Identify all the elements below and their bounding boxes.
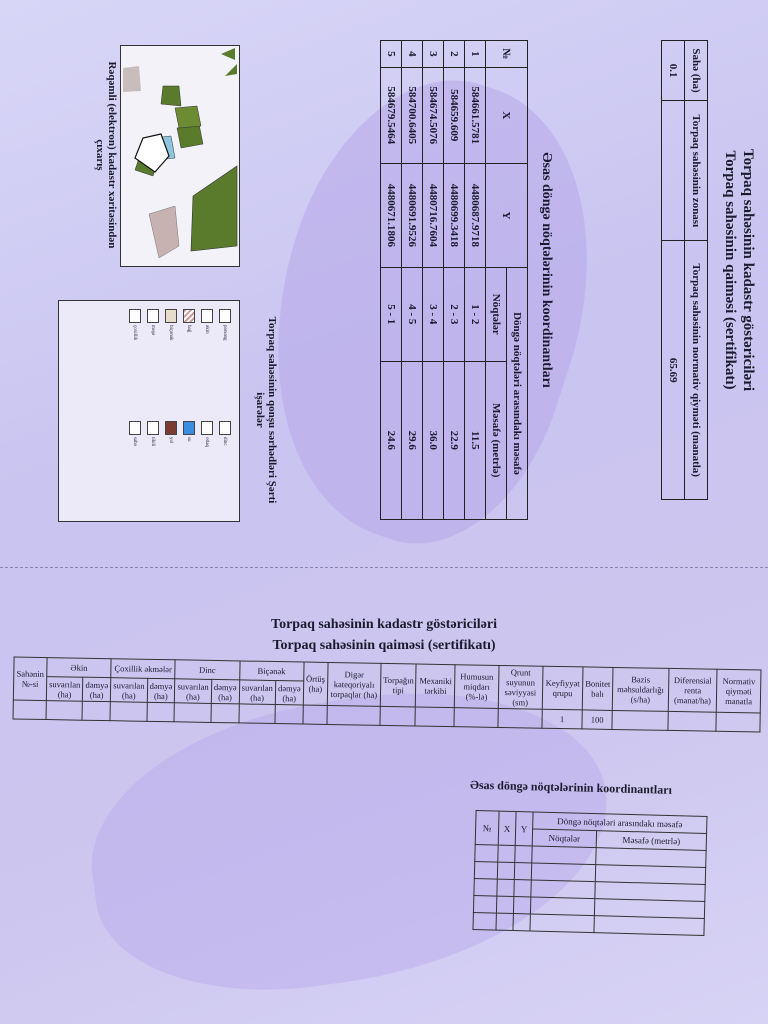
top-title: Torpaq sahəsinin kadastr göstəriciləri bbox=[740, 148, 756, 392]
qrunt-header: Qrunt suyunun səviyyəsi (sm) bbox=[498, 665, 543, 709]
demye-header: dəmyə (ha) bbox=[147, 679, 175, 703]
legend-item: su bbox=[183, 421, 195, 441]
bonitet-value: 100 bbox=[582, 710, 612, 730]
legend-item: əkin bbox=[201, 309, 213, 334]
area-value: 0.1 bbox=[662, 41, 685, 101]
table-row bbox=[444, 41, 465, 520]
diferensial-header: Diferensial renta (manat/ha) bbox=[668, 668, 717, 712]
legend-caption: Torpaq sahəsinin qonşu sərhədləri Şərti işarələr bbox=[254, 316, 278, 504]
area-header: Sahə (ha) bbox=[685, 41, 708, 101]
cell-points: 4 - 5 bbox=[402, 268, 423, 362]
cell-no: 4 bbox=[402, 41, 423, 68]
cell-x: 584659.609 bbox=[444, 67, 465, 163]
coords-title: Əsas döngə nöqtələrinin koordinantları bbox=[539, 152, 554, 388]
bottom-title: Torpaq sahəsinin kadastr göstəriciləri bbox=[271, 617, 497, 632]
cell-y: 4480691.9526 bbox=[402, 163, 423, 267]
legend-item: sahə bbox=[129, 421, 141, 446]
cell-distance: 11.5 bbox=[465, 361, 486, 519]
zone-header: Torpaq sahəsinin zonası bbox=[685, 101, 708, 241]
tipi-header: Torpağın tipi bbox=[380, 663, 416, 707]
cell-points: 5 - 1 bbox=[381, 268, 402, 362]
demye-header: dəmyə (ha) bbox=[83, 678, 111, 702]
cell-y: 4480716.7604 bbox=[423, 163, 444, 267]
coords-x-header: X bbox=[486, 67, 528, 163]
cell-x: 584661.5781 bbox=[465, 67, 486, 163]
table-row bbox=[465, 41, 486, 520]
ortus-header: Örtüş (ha) bbox=[303, 662, 328, 705]
fold-line bbox=[0, 567, 768, 568]
suvarilan-header: suvarılan (ha) bbox=[110, 678, 147, 702]
cadastre-map bbox=[120, 45, 240, 267]
coords-group-header: Döngə nöqtələri arasındakı məsafə bbox=[507, 268, 528, 520]
dinc-header: Dinc bbox=[175, 660, 240, 681]
cell-distance: 24.6 bbox=[381, 361, 402, 519]
table-row bbox=[402, 41, 423, 520]
diger-header: Digər kateqoriyalı torpaqlar (ha) bbox=[327, 662, 381, 706]
coords-points-header: Nöqtələr bbox=[486, 268, 507, 362]
map-caption: Rəqəmli (elektron) kadastr xəritəsindən çıxarış bbox=[94, 61, 118, 249]
coords-table bbox=[380, 40, 528, 520]
legend-item: meşə bbox=[147, 309, 159, 335]
normativ-header: Normativ qiyməti manatla bbox=[717, 669, 761, 713]
legend-item: otlaq bbox=[201, 421, 213, 447]
cell-y: 4480699.3418 bbox=[444, 163, 465, 267]
suvarilan-header: suvarılan (ha) bbox=[239, 680, 276, 704]
keyfiyyet-header: Keyfiyyət qrupu bbox=[542, 666, 583, 710]
summary-table bbox=[661, 40, 708, 500]
cell-points: 2 - 3 bbox=[444, 268, 465, 362]
suvarilan-header: suvarılan (ha) bbox=[175, 679, 212, 703]
bonitet-header: Bonitet balı bbox=[582, 667, 613, 711]
cell-no: 3 bbox=[423, 41, 444, 68]
coords-y-header: Y bbox=[486, 163, 528, 267]
coords-distance-header: Məsafə (metrlə) bbox=[596, 831, 706, 851]
coords-y-header: Y bbox=[515, 812, 533, 846]
cell-distance: 36.0 bbox=[423, 361, 444, 519]
suvarilan-header: suvarılan (ha) bbox=[46, 677, 83, 701]
sahe-no-header: Sahənin №-si bbox=[13, 657, 47, 701]
legend-item: pərsəng bbox=[219, 309, 231, 341]
humus-header: Humusun miqdarı (%-lə) bbox=[455, 665, 499, 709]
legend-item: yol bbox=[165, 421, 177, 443]
coxillik-header: Çoxillik əkmələr bbox=[111, 659, 176, 680]
keyfiyyet-value: 1 bbox=[542, 709, 582, 729]
coords-x-header: X bbox=[498, 811, 516, 845]
cell-points: 3 - 4 bbox=[423, 268, 444, 362]
legend-item: bağ bbox=[183, 309, 195, 332]
legend-item: dinc bbox=[219, 421, 231, 446]
coords-no-header: № bbox=[475, 810, 499, 845]
table-row bbox=[381, 41, 402, 520]
indicators-table bbox=[13, 656, 762, 732]
legend-item: tikili bbox=[147, 421, 159, 446]
cell-y: 4480687.9718 bbox=[465, 163, 486, 267]
top-subtitle: Torpaq sahəsinin qaiməsi (sertifikatı) bbox=[722, 150, 738, 390]
legend-item: biçənək bbox=[165, 309, 177, 341]
normative-price-header: Torpaq sahəsinin normativ qiyməti (manatla) bbox=[685, 241, 708, 500]
cell-x: 584700.6405 bbox=[402, 67, 423, 163]
cell-points: 1 - 2 bbox=[465, 268, 486, 362]
legend-item: çoxillik bbox=[129, 309, 141, 340]
zone-value bbox=[662, 101, 685, 241]
bazis-header: Bazis məhsuldarlığı (s/ha) bbox=[612, 667, 668, 711]
cell-no: 2 bbox=[444, 41, 465, 68]
map-drawing bbox=[121, 46, 239, 266]
coords-no-header: № bbox=[486, 41, 528, 68]
bottom-coords-table bbox=[472, 810, 707, 936]
cell-no: 5 bbox=[381, 41, 402, 68]
bicenek-header: Biçənək bbox=[239, 661, 304, 682]
cell-x: 584679.5464 bbox=[381, 67, 402, 163]
bottom-subtitle: Torpaq sahəsinin qaiməsi (sertifikatı) bbox=[272, 638, 496, 653]
cell-x: 584674.5076 bbox=[423, 67, 444, 163]
mexaniki-header: Mexaniki tərkibi bbox=[416, 664, 456, 708]
coords-points-header: Nöqtələr bbox=[532, 829, 596, 848]
legend bbox=[58, 300, 240, 522]
cell-no: 1 bbox=[465, 41, 486, 68]
demye-header: dəmyə (ha) bbox=[211, 680, 239, 704]
coords-group-header: Döngə nöqtələri arasındakı məsafə bbox=[533, 812, 707, 834]
cell-distance: 29.6 bbox=[402, 361, 423, 519]
ekin-header: Əkin bbox=[47, 658, 112, 679]
demye-header: dəmyə (ha) bbox=[275, 681, 303, 705]
bottom-coords-title: Əsas döngə nöqtələrinin koordinantları bbox=[469, 777, 673, 797]
coords-distance-header: Məsafə (metrlə) bbox=[486, 361, 507, 519]
table-row bbox=[423, 41, 444, 520]
cell-distance: 22.9 bbox=[444, 361, 465, 519]
normative-price-value: 65.69 bbox=[662, 241, 685, 500]
cell-y: 4480671.1806 bbox=[381, 163, 402, 267]
